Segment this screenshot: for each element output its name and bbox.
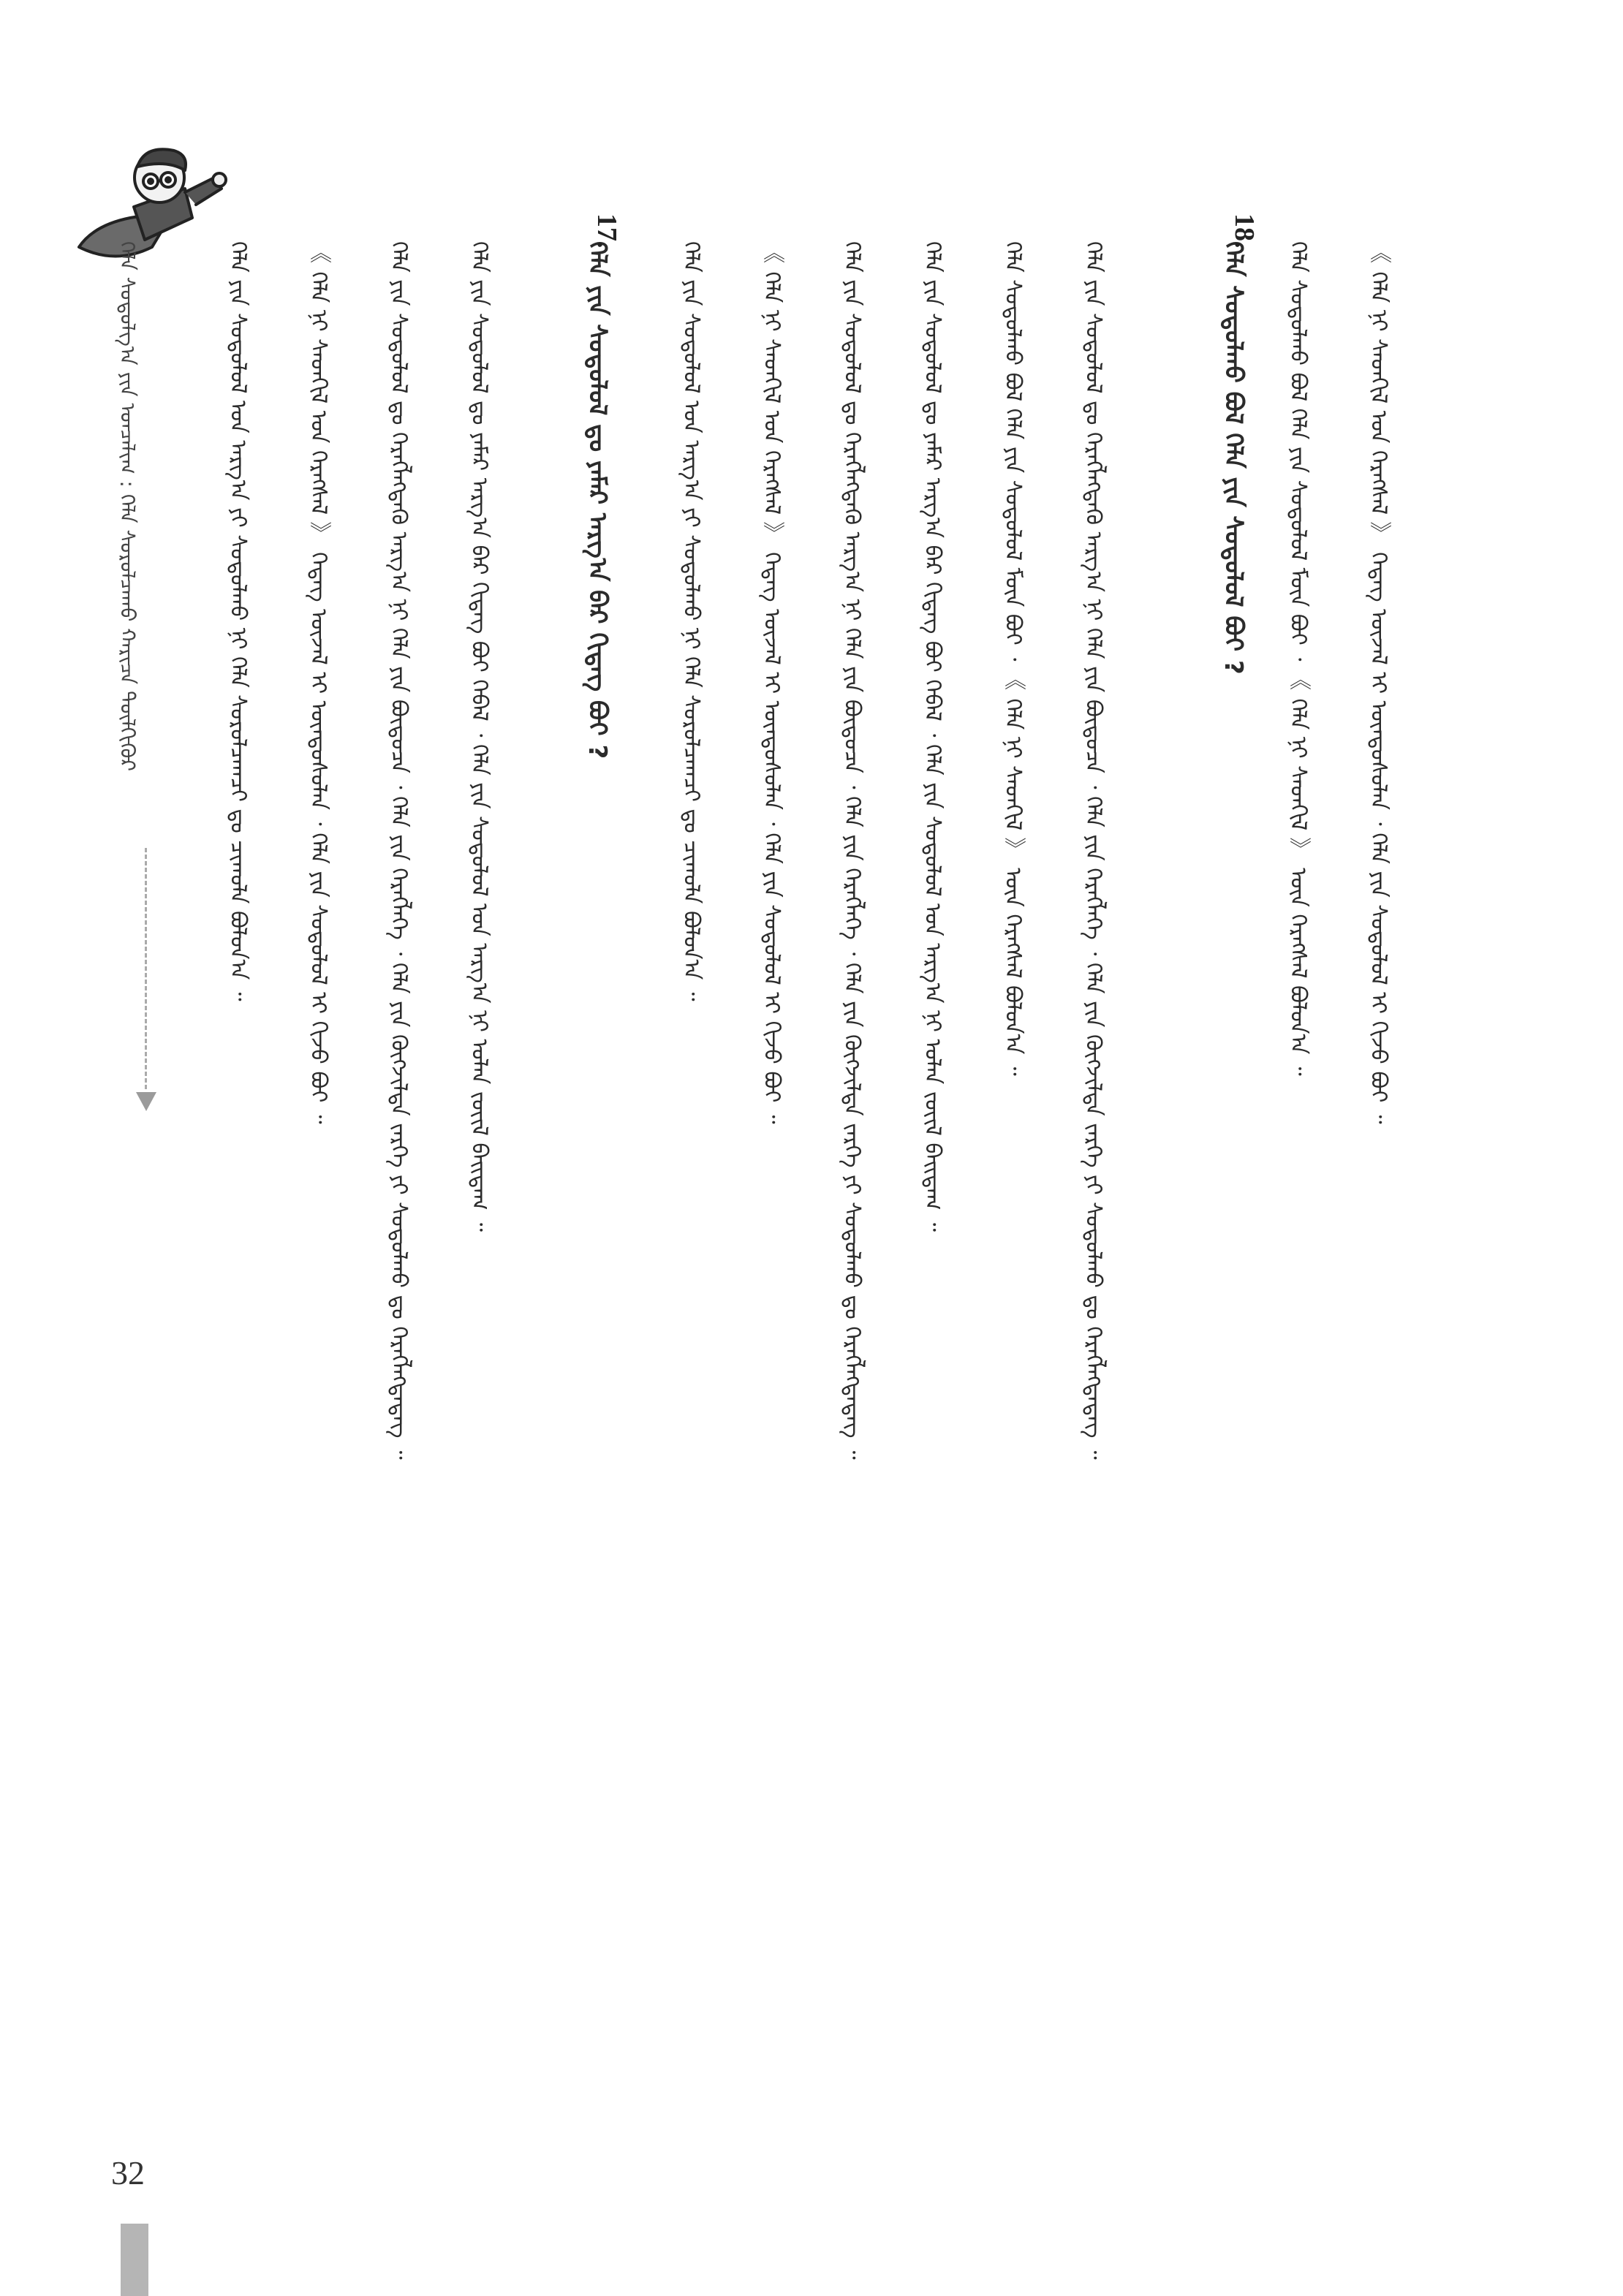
q17-heading-text: ᠬᠡᠯᠡ ᠶᠢᠨ ᠰᠤᠳᠤᠯᠤᠯ ᠳᠤ ᠶᠠᠮᠠᠷ ᠠᠷᠭ᠎ᠠ ᠪᠠᠷ ᠬᠢᠳᠡᠭ ᠪᠤᠢ ?	[583, 241, 612, 759]
q17-paragraph: ᠬᠡᠯᠡ ᠶᠢᠨ ᠰᠤᠳᠤᠯᠤᠯ ᠳᠤ ᠶᠠᠮᠠᠷ ᠠᠷᠭ᠎ᠠ ᠪᠠᠷ ᠬᠢᠳᠡᠭ ᠪᠤᠢ ᠭᠡᠪᠡᠯ ᠂ ᠬᠡᠯᠡ ᠶᠢᠨ ᠰᠤᠳᠤᠯᠤᠯ ᠤᠨ ᠠᠷᠭ᠎ᠠ ᠨᠢ ᠣᠯᠠᠨ ᠵᠦᠢᠯ ᠪᠠᠢᠳᠠᠭ ᠃	[920, 241, 945, 1232]
q17-number: 17.	[591, 213, 622, 249]
triangle-marker-icon	[136, 1092, 156, 1111]
running-head-divider	[145, 848, 147, 1089]
q18-heading	[1221, 241, 1265, 2156]
running-head-text: ᠬᠡᠯᠡ ᠰᠤᠳᠤᠯᠭ᠎ᠠ ᠶᠢᠨ ᠣᠨᠴᠠᠯᠢᠭ : ᠬᠡᠯᠡ ᠰᠤᠷᠤᠯᠴᠠᠬᠤ ᠬᠠᠷᠢᠴᠠ ᠲᠦᠯᠬᠢᠭᠦᠷ	[116, 241, 140, 772]
q17-paragraph: ᠬᠡᠯᠡ ᠶᠢᠨ ᠰᠤᠳᠤᠯᠤᠯ ᠳᠤ ᠬᠡᠷᠡᠭᠯᠡᠭᠳᠡᠬᠦ ᠠᠷᠭ᠎ᠠ ᠨᠢ ᠬᠡᠯᠡ ᠶᠢᠨ ᠪᠦᠲᠦᠴᠡ ᠂ ᠬᠡᠯᠡ ᠶᠢᠨ ᠬᠡᠷᠡᠭᠯᠡᠭᠡ ᠂ ᠬᠡᠯᠡ ᠶᠢᠨ ᠬᠦᠭᠵᠢᠯᠲᠡ ᠵᠡᠷᠭᠡ ᠶᠢ ᠰᠤᠳᠤᠯᠬᠤ ᠳᠤ ᠬᠡᠷᠡᠭᠯᠡᠭᠳᠡᠳᠡᠭ ᠃	[386, 241, 412, 1460]
q17-column	[387, 241, 431, 2156]
q18-column	[1002, 241, 1045, 2156]
q17-column	[227, 241, 270, 2156]
q17-paragraph: ᠬᠡᠯᠡ ᠶᠢᠨ ᠰᠤᠳᠤᠯᠤᠯ ᠤᠨ ᠠᠷᠭ᠎ᠠ ᠶᠢ ᠰᠤᠳᠤᠯᠬᠤ ᠨᠢ ᠬᠡᠯᠡ ᠰᠤᠷᠤᠯᠴᠠᠭᠴᠢ ᠳᠤ ᠴᠢᠬᠤᠯᠠ ᠪᠣᠯᠤᠨ᠎ᠠ ᠃	[678, 241, 704, 1001]
q17-paragraph: 《 ᠬᠡᠯᠡ ᠨᠢ ᠰᠡᠳᠬᠢᠯ ᠤᠨ ᠬᠡᠷᠡᠭᠰᠡᠯ 》 ᠭᠡᠳᠡᠭ ᠦᠵᠡᠯ ᠢ ᠦᠨᠳᠦᠰᠦᠯᠡᠨ ᠂ ᠬᠡᠯᠡ ᠶᠢᠨ ᠰᠤᠳᠤᠯᠤᠯ ᠢ ᠬᠢᠵᠦ ᠪᠤᠢ ᠃	[759, 241, 784, 1124]
q17-paragraph: ᠬᠡᠯᠡ ᠶᠢᠨ ᠰᠤᠳᠤᠯᠤᠯ ᠳᠤ ᠶᠠᠮᠠᠷ ᠠᠷᠭ᠎ᠠ ᠪᠠᠷ ᠬᠢᠳᠡᠭ ᠪᠤᠢ ᠭᠡᠪᠡᠯ ᠂ ᠬᠡᠯᠡ ᠶᠢᠨ ᠰᠤᠳᠤᠯᠤᠯ ᠤᠨ ᠠᠷᠭ᠎ᠠ ᠨᠢ ᠣᠯᠠᠨ ᠵᠦᠢᠯ ᠪᠠᠢᠳᠠᠭ ᠃	[466, 241, 492, 1232]
page-edge-bar	[121, 2224, 148, 2296]
q17-column	[468, 241, 512, 2156]
q18-column	[680, 241, 724, 2156]
running-head	[110, 241, 154, 1191]
q18-column	[841, 241, 885, 2156]
q18-paragraph: ᠬᠡᠯᠡ ᠰᠤᠳᠤᠯᠬᠤ ᠪᠣᠯ ᠬᠡᠯᠡ ᠶᠢᠨ ᠰᠤᠳᠤᠯᠤᠯ ᠮᠦᠨ ᠪᠤᠢ ᠂ 《 ᠬᠡᠯᠡ ᠨᠢ ᠰᠡᠳᠬᠢᠯ 》 ᠦᠨ ᠬᠡᠷᠡᠭᠰᠡᠯ ᠪᠣᠯᠤᠨ᠎ᠠ ᠃	[1000, 241, 1026, 1076]
q17-paragraph: 《 ᠬᠡᠯᠡ ᠨᠢ ᠰᠡᠳᠬᠢᠯ ᠤᠨ ᠬᠡᠷᠡᠭᠰᠡᠯ 》 ᠭᠡᠳᠡᠭ ᠦᠵᠡᠯ ᠢ ᠦᠨᠳᠦᠰᠦᠯᠡᠨ ᠂ ᠬᠡᠯᠡ ᠶᠢᠨ ᠰᠤᠳᠤᠯᠤᠯ ᠢ ᠬᠢᠵᠦ ᠪᠤᠢ ᠃	[1366, 241, 1391, 1124]
q18-column	[921, 241, 965, 2156]
q17-column	[307, 241, 351, 2156]
q18-column	[760, 241, 804, 2156]
q18-column	[1287, 241, 1331, 2156]
q18-number: 18.	[1229, 213, 1260, 249]
q18-heading-text: ᠬᠡᠯᠡ ᠰᠤᠳᠤᠯᠬᠤ ᠪᠣᠯ ᠬᠡᠯᠡ ᠶᠢᠨ ᠰᠤᠳᠤᠯᠤᠯ ᠪᠤᠢ ?	[1219, 241, 1248, 675]
q17-paragraph: 《 ᠬᠡᠯᠡ ᠨᠢ ᠰᠡᠳᠬᠢᠯ ᠤᠨ ᠬᠡᠷᠡᠭᠰᠡᠯ 》 ᠭᠡᠳᠡᠭ ᠦᠵᠡᠯ ᠢ ᠦᠨᠳᠦᠰᠦᠯᠡᠨ ᠂ ᠬᠡᠯᠡ ᠶᠢᠨ ᠰᠤᠳᠤᠯᠤᠯ ᠢ ᠬᠢᠵᠦ ᠪᠤᠢ ᠃	[306, 241, 331, 1124]
q18-column	[1367, 241, 1411, 2156]
q17-paragraph: ᠬᠡᠯᠡ ᠶᠢᠨ ᠰᠤᠳᠤᠯᠤᠯ ᠤᠨ ᠠᠷᠭ᠎ᠠ ᠶᠢ ᠰᠤᠳᠤᠯᠬᠤ ᠨᠢ ᠬᠡᠯᠡ ᠰᠤᠷᠤᠯᠴᠠᠭᠴᠢ ᠳᠤ ᠴᠢᠬᠤᠯᠠ ᠪᠣᠯᠤᠨ᠎ᠠ ᠃	[225, 241, 251, 1001]
q17-paragraph: ᠬᠡᠯᠡ ᠶᠢᠨ ᠰᠤᠳᠤᠯᠤᠯ ᠳᠤ ᠬᠡᠷᠡᠭᠯᠡᠭᠳᠡᠬᠦ ᠠᠷᠭ᠎ᠠ ᠨᠢ ᠬᠡᠯᠡ ᠶᠢᠨ ᠪᠦᠲᠦᠴᠡ ᠂ ᠬᠡᠯᠡ ᠶᠢᠨ ᠬᠡᠷᠡᠭᠯᠡᠭᠡ ᠂ ᠬᠡᠯᠡ ᠶᠢᠨ ᠬᠦᠭᠵᠢᠯᠲᠡ ᠵᠡᠷᠭᠡ ᠶᠢ ᠰᠤᠳᠤᠯᠬᠤ ᠳᠤ ᠬᠡᠷᠡᠭᠯᠡᠭᠳᠡᠳᠡᠭ ᠃	[1081, 241, 1106, 1460]
q18-paragraph: ᠬᠡᠯᠡ ᠰᠤᠳᠤᠯᠬᠤ ᠪᠣᠯ ᠬᠡᠯᠡ ᠶᠢᠨ ᠰᠤᠳᠤᠯᠤᠯ ᠮᠦᠨ ᠪᠤᠢ ᠂ 《 ᠬᠡᠯᠡ ᠨᠢ ᠰᠡᠳᠬᠢᠯ 》 ᠦᠨ ᠬᠡᠷᠡᠭᠰᠡᠯ ᠪᠣᠯᠤᠨ᠎ᠠ ᠃	[1285, 241, 1311, 1076]
q17-heading	[585, 241, 629, 2156]
page-number: 32	[111, 2154, 145, 2191]
q18-column	[1082, 241, 1126, 2156]
q17-paragraph: ᠬᠡᠯᠡ ᠶᠢᠨ ᠰᠤᠳᠤᠯᠤᠯ ᠳᠤ ᠬᠡᠷᠡᠭᠯᠡᠭᠳᠡᠬᠦ ᠠᠷᠭ᠎ᠠ ᠨᠢ ᠬᠡᠯᠡ ᠶᠢᠨ ᠪᠦᠲᠦᠴᠡ ᠂ ᠬᠡᠯᠡ ᠶᠢᠨ ᠬᠡᠷᠡᠭᠯᠡᠭᠡ ᠂ ᠬᠡᠯᠡ ᠶᠢᠨ ᠬᠦᠭᠵᠢᠯᠲᠡ ᠵᠡᠷᠭᠡ ᠶᠢ ᠰᠤᠳᠤᠯᠬᠤ ᠳᠤ ᠬᠡᠷᠡᠭᠯᠡᠭᠳᠡᠳᠡᠭ ᠃	[839, 241, 865, 1460]
